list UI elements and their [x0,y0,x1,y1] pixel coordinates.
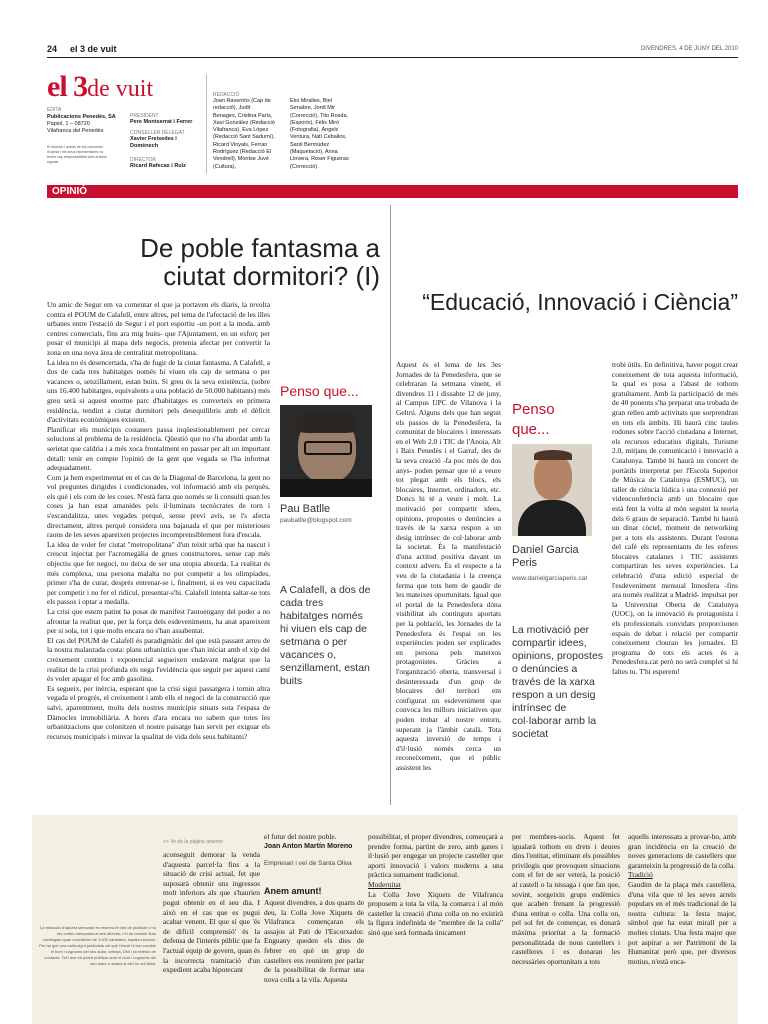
letters-tradicio: Tradició [628,870,653,880]
article1-paragraph: Es segueix, per inèrcia, esperant que la crisi sigui passatgera i tornin altra vegada el progrés, el creixement i amb ells el negoci de la construcció que salvi, aparentment, molts dels nostres municipis situats sota l'espasa de Dàmocles immobiliària. A hores d'ara encara no sabem que totes les urbanitzacions que colonitzen el nostre paisatge han servit per exiguar els recursos municipals i minvar la qualitat de vida dels seus habitants? [47,683,270,741]
article1-paragraph: La crisi que estem patint ha posat de manifest l'autoengany del poder a no afrontar la realitat que, per la força dels esdeveniments, ha anat apareixent per si sola, tot i que molts encara no s'han assabentat. [47,607,270,636]
masthead-address: Papiol, 1 – 08720 Vilafranca del Penedès [47,121,104,134]
letters-col3 [368,832,503,1020]
letters-ve-de: >> Ve de la pàgina anterior [163,839,224,845]
article2-penso-line1: Penso [512,401,555,418]
header-date: DIVENDRES, 4 DE JUNY DEL 2010 [640,46,738,52]
article2-author-url: www.danielgarciaperis.cat [512,575,588,582]
column-divider [390,205,391,805]
conseller-value: Xavier Freixedes i Domènech [130,136,177,149]
masthead-logo [47,70,153,104]
letters-col2-body: Aquest divendres, a dos quarts de deu, la Colla Jove Xiquets de Vilafranca començaran els assajos al Pati de l'Escorxador. Enguany queden els dies de febrer en què un grup de castellers ens reunírem per parlar de la possibilitat de formar una nova colla a la vila. Aquesta [264,898,364,984]
conseller-label: CONSELLER DELEGAT [130,130,185,136]
letters-col1: aconseguit demorar la venda d'aquesta parcel·la fins a la situació de crisi actual, fet que suposarà obtenir uns ingressos molt inferiors als que s'haurien pogut obtenir en el seu dia. I això en el cas que es pugui acabar venent. El que sí que 'és de difícil comprensió' és la defensa de l'interès públic que fa l'actual equip de govern, quan és la incorrecta tramitació d'un expedient acaba hipotecant [163,850,260,975]
section-bar [47,185,738,198]
redaccio-label: REDACCIÓ [213,92,240,98]
article1-title [60,234,380,290]
article1-author-email: paubatlle@blogspot.com [280,517,352,524]
letters-side-note: La redacció d'aquest semanari es reserva el dret de publicar o no les cartes adreçades al seu director, i el de resumir llurs continguts quan excedeixin de 1.000 caràcters, espais inclosos. Per tal que una carta sigui publicada cal que l'escrit hi faci constar el nom i cognoms del seu autor, adreça, DNI i un telèfon de contacte. Tot i així es podrà publicar amb el nom i cognoms del seu autor o autors si així ho sol·licita. [39,925,156,966]
author-photo-daniel-garcia [512,444,592,536]
director-label: DIRECTOR [130,157,157,163]
header-paper-name: el 3 de vuit [70,44,117,54]
article1-body [47,300,270,812]
article1-penso-label: Penso que... [280,383,359,399]
letters-signature-role: Empresari i veí de Santa Oliva [264,860,352,867]
article1-author-name: Pau Batlle [280,503,331,515]
article2-col1: Aquest és el lema de les 3es Jornades de la Penedesfera, que se celebraran la setmana vinent, el divendres 11 i dissabte 12 de juny, al Campus UPC de Vilanova i la Geltrú. Alguns dels que han seguit els passos de la Penedesfera, la comunitat de blocaires i interessats en el Web 2.0 i TIC de l'Anoia, Alt i Baix Penedès i el Garraf, des de la seva creació -fa poc més de dos anys- poden pensar que té a veure tot plegat amb els blocs, els blocaires, Internet, ordinadors, etc. Doncs hi té a veure i molt. La motivació per compartir idees, opinions, propostes o denúncies a través de la xarxa respon a un desig intrínsec de col·laborar amb la societat. És la manifestació d'una actitud positiva davant un context advers. És el respecte a la veu de la ciutadania i la creença ferma que tots hem de gaudir de les mateixes oportunitats. Igual que el portal de la Penedesfera dóna visibilitat als continguts aportats per la població, les Jornades de la Penedesfera és l'espai on les experiències poden ser explicades en persona pels mateixos protagonistes. Gràcies a l'organització oberta, transversal i desinteressada d'un grup de blocaires del territori em configurat un esdeveniment que convoca les millors iniciatives que poden trobar al nostre entorn, superant ja l'àmbit català. Tota aquesta inversió de temps i d'il·lusió només cerca un reconeixement, que el públic assistent les [396,360,501,772]
article1-title-line2: ciutat dormitori? (I) [163,261,380,291]
letters-signature-name: Joan Anton Martín Moreno [264,843,353,850]
president-label: PRESIDENT [130,113,159,119]
letters-col4: per membres-socis. Aquest fet igualarà tothom en drets i deures dins l'entitat, eliminant els possibles privilegis que provoquen situacions com el fet de ser veterà, la posició al castell o la nissaga i que fan que, sovint, sorgeixin grups endèmics que acaben frenant la progressió d'una entitat o colla. Una colla on, pel sol fet de començar, es donarà màxima prioritat a la formació personalitzada de nous castellers i castelleres i es donaran les necessàries oportunitats a tots [512,832,620,966]
redaccio-col1: Joan Raventós (Cap de redacció), Judit Benages, Cristina París, Xavi González (Redacció Vilafranca), Eva López (Redacció Sant Sadurní), Ricard Vinyals, Ferran Rodríguez (Redacció El Vendrell), Montse Juvé (Cultura), [213,98,275,170]
article2-penso-line2: que... [512,421,550,438]
article1-paragraph: Com ja hem experimentat en el cas de la Diagonal de Barcelona, la gent no vol preguntes dirigides i condicionades, vol informació amb els perquès, els què i els com de les coses. N'està farta que només se li consulti quan les coses ja han estat amanides pels il·luminats tecnòcrates de torn i s'escandalitza, unes vegades perquè, sense previ avís, se l's afecta directament, altres perquè considera una bajanada el que per misterioses raons de les seves apareixen projectes incomprensiblement fora d'escala. [47,472,270,540]
letters-col2-top: el futur del nostre poble. [264,832,337,841]
article1-paragraph: La idea de voler fer ciutat "metropolitana" d'un teixit urbà que ha nascut i crescut injectat per l'acromegàlia de grues constructores, sense cap més objectiu que fer negoci, no deixa de ser una utopia absurda. La realitat és més complexa, una persona malalta no pot competir a les olimpíades, primer s'ha de curar, després entrenar-se i, finalment, si es veu capacitada per competir i no fer el ridícul, presentar-s'hi. Calafell intenta saltar-se tots els passos i optar a medalla. [47,539,270,607]
article1-paragraph: Un amic de Segur em va comentar el que ja portaven els diaris, la revolta contra el POUM de Calafell, entre altres, pel tema de l'afectació de les illes urbanes entre l'estació de Segur i el port esportiu -un port a la moda, amb centres comercials, fins ara mig buits- que l'Ajuntament, en un esforç per posar el municipi al mapa dels negocis, pretenia afectar per convertir la zona en una nova àrea de centralitat metropolitana. [47,300,270,357]
article2-author-name: Daniel Garcia Peris [512,544,579,569]
header-rule [47,57,738,58]
article1-paragraph: El cas del POUM de Calafell és paradigmàtic del que està passant arreu de la nostra malaurada costa: plans urbanístics que s'han iniciat amb el xip del creixement continu i exponencial segueixen endavant malgrat que la realitat de la crisi profunda els nega l'evidència que seguir per aquest camí és voler apagar el foc amb gasolina. [47,635,270,684]
edita-value: Publicacions Penedès, SA [47,114,116,120]
redaccio-col2: Eloi Miralles, Biel Senabre, Jordi Mir (Correcció), Tito Rosda, (Esports), Fèlix Miró (Fotografia), Àngels Ventura, Natí Ceballos, Santi Bermúdez (Maquetació), Anna Llovera, Roser Figueras (Correcció). [290,98,349,170]
letters-col3-p2: La Colla Jove Xiquets de Vilafranca proposem a tota la vila, la comarca i al món casteller la creació d'una colla on no existirà la figura indefinida de "membre de la colla" sinó que serà formada únicament [368,889,503,937]
section-label: OPINIÓ [52,186,88,197]
masthead-divider [206,74,207,174]
letters-anem-title: Anem amunt! [264,886,322,896]
article1-pull-quote: A Calafell, a dos de cada tres habitatges només hi viuen els cap de setmana o per vacances o, senzillament, estan buits [280,584,371,687]
author-photo-pau-batlle [280,405,372,497]
page-number: 24 [47,44,58,54]
logo-tail: de vuit [87,76,154,102]
masthead-disclaimer: El director i autors de les columnes d'opinió i els seus representants no tenen cap responsabilitat dels articles signats [47,145,107,164]
letters-col5-p1: aquells interessats a provar-ho, amb gran incidència en la creació de noves generacions de castellers que garanteixin la progressió de la colla. [628,832,736,870]
article2-penso-label [512,400,555,440]
letters-modernitat: Modernitat [368,879,401,889]
article2-pull-quote: La motivació per compartir idees, opinions, propostes o denúncies a través de la xarxa respon a un desig intrínsec de col·laborar amb la societat [512,624,604,740]
article1-paragraph: Planificar els municipis costaners passa inqüestionablement per cercar solucions al problema de la residència. Qüestió que no s'ha abordat amb la serietat que caldria i a més xoca frontalment en passar per alt un important detall: tenir en compte l'opinió de la gent que vegada se l'ha informat adequadament. [47,424,270,473]
article1-paragraph: La idea no és desencertada, s'ha de fugir de la ciutat fantasma. A Calafell, a dos de cada tres habitatges només hi viuen els cap de setmana o per vacances o, senzillament, estan buits. Si greu és la seva existència, (sobre uns 16.400 habitatges, equivalents a una població de 50.000 habitants) més greu serà si aquest enorme parc d'habitatges es converteix en primera residència, tendint a ciutat dormitori pels desequilibris amb el dèficit d'activitats econòmiques existent. [47,357,270,425]
article2-col3: trobi útils. En definitiva, haver pogut crear coneixement de tota aquesta informació, la qual es posa a l'abast de tothom gratuïtament. Amb la participació de més de 40 ponents s'ha preparat una trobada de gran relleu amb activitats que sorprendran en tots els àmbits. Hi haurà cinc taules rodones sobre l'acció ciutadana a Internet, els recursos educatius digitals, Turisme 2.0, mitjans de comunicació i innovació a Catalunya. També hi haurà un concert de portàtils interpretat per l'Escola Superior de Música de Catalunya (ESMUC), un taller de ciència lúdica i una connexió per videoconferència amb un blocaire que està fent la volta al món seguint la teoria dels 6 graus de separació. També hi haurà un dinar còctel, moment de networking per a tots els assistents. Durant l'estona del cafè els representants de les esferes blocaires catalanes i TIC assistents compartiran les seves experiències. La celebració d'una edició especial de l'esdeveniment mensual Innosfera -fins ara només realitzat a Madrid- impulsat per la Universitat Oberta de Catalunya (UOC), on la innovació és protagonista i els professionals convidats proporcionen espais de debat i relació per compartir coneixement clouran les jornades. El programa de tots els actes és a Penedesfera.cat però no serà complet si hi faltes tu. T'hi esperem! [612,360,738,676]
article2-title: “Educació, Innovació i Ciència” [422,289,738,315]
letters-col5-p2: Gaudim de la plaça més castellera, d'una vila que té les seves arrels populars en el més tradicional de la nostra cultura: la festa major, símbol que ha estat mirall per a moltes ciutats. Una festa major que pot aspirar a ser Patrimoni de la Humanitat però que, per diversos motius, n'està enca- [628,879,736,966]
logo-main: el 3 [47,70,88,103]
letters-col5 [628,832,736,1020]
edita-label: EDITA [47,107,62,113]
article1-title-line1: De poble fantasma a [140,233,380,263]
director-value: Ricard Rafecas i Ruiz [130,163,186,169]
letters-col3-p1: possibilitat, el proper divendres, començarà a prendre forma, partint de zero, amb ganes i il·lusió per engegar un projecte casteller que aporti innovació i valors moderns a una pràctica sumament tradicional. [368,832,503,880]
president-value: Pere Montserrat i Ferrer [130,119,193,125]
